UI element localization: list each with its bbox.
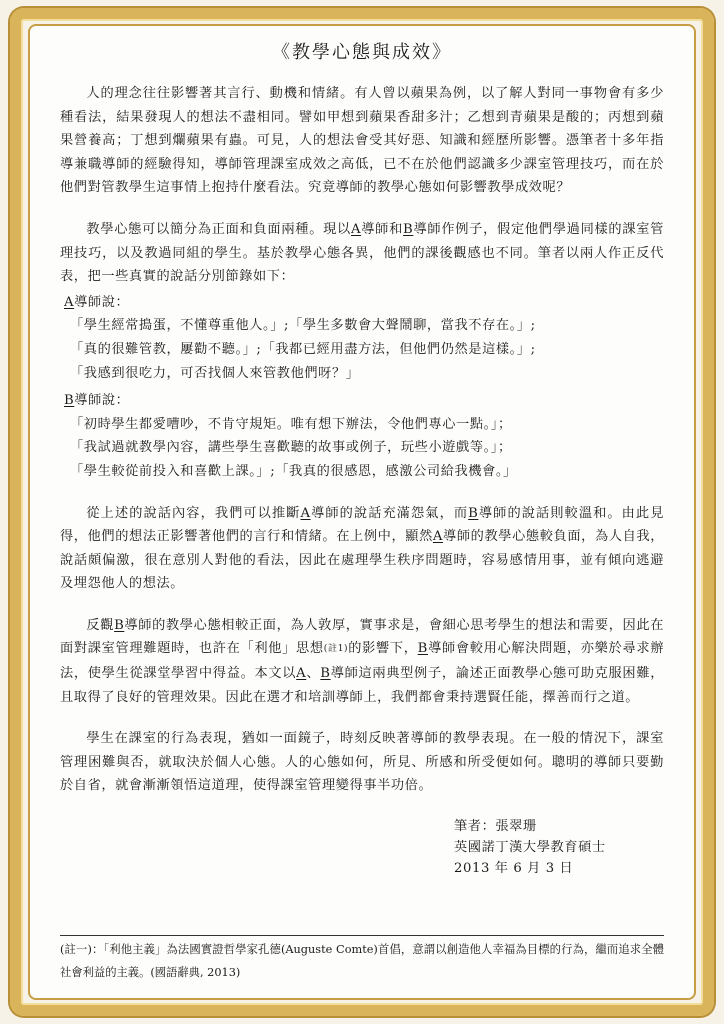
paragraph-2: 教學心態可以簡分為正面和負面兩種。現以A導師和B導師作例子，假定他們學過同樣的課室管理技巧，以及教過同組的學生。基於教學心態各異，他們的課後觀感也不同。筆者以兩人作正反代表，把一些真實的說話分別節錄如下： (60, 221, 664, 285)
signature-block (454, 816, 664, 879)
paragraph-1: 人的理念往往影響著其言行、動機和情緒。有人曾以蘋果為例，以了解人對同一事物會有多少種看法，結果發現人的想法不盡相同。譬如甲想到蘋果香甜多汁；乙想到青蘋果是酸的；丙想到蘋果營養高；丁想到爛蘋果有蟲。可見，人的想法會受其好惡、知識和經歷所影響。憑筆者十多年指導兼職導師的經驗得知，導師管理課室成效之高低，已不在於他們認識多少課室管理技巧，而在於他們對管教學生這事情上抱持什麼看法。究竟導師的教學心態如何影響教學成效呢？ (60, 86, 664, 196)
quote-line: 「學生較從前投入和喜歡上課。」;「我真的很感恩，感激公司給我機會。」 (70, 463, 517, 479)
paragraph-3: 從上述的說話內容，我們可以推斷A導師的說話充滿怨氣，而B導師的說話則較溫和。由此見得，他們的想法正影響著他們的言行和情緒。在上例中，顯然A導師的教學心態較負面，為人自我，說話頗偏激，很在意別人對他的看法，因此在處理學生秩序問題時，容易感情用事，並有傾向逃避及埋怨他人的想法。 (60, 505, 664, 592)
footnote: (註一)：「利他主義」為法國實證哲學家孔德(Auguste Comte)首倡，意謂以創造他人幸福為目標的行為，繼而追求全體社會利益的主義。(國語辭典, 2013) (60, 943, 664, 979)
teacher-a-label: A導師說： (64, 294, 130, 310)
article-date: 2013 年 6 月 3 日 (454, 861, 574, 877)
quote-line: 「我試過就教學內容，講些學生喜歡聽的故事或例子，玩些小遊戲等。」； (70, 440, 512, 456)
teacher-b-label: B導師說： (64, 393, 130, 409)
paragraph-4: 反觀B導師的教學心態相較正面，為人敦厚，實事求是，會細心思考學生的想法和需要，因此在面對課室管理難題時，也許在「利他」思想(註1)的影響下，B導師會較用心解決問題，亦樂於尋求辦法，使學生從課堂學習中得益。本文以A、B導師這兩典型例子，論述正面教學心態可助克服困難，且取得了良好的管理效果。因此在選才和培訓導師上，我們都會秉持選賢任能，擇善而行之道。 (60, 617, 665, 705)
author-name: 筆者：張翠珊 (454, 819, 537, 835)
paragraph-5: 學生在課室的行為表現，猶如一面鏡子，時刻反映著導師的教學表現。在一般的情況下，課室管理困難與否，就取決於個人心態。人的心態如何，所見、所感和所受便如何。聰明的導師只要勤於自省，就會漸漸領悟這道理，使得課室管理變得事半功倍。 (60, 731, 664, 794)
teacher-a-quotes (60, 291, 664, 385)
footnote-marker: (註1) (323, 644, 349, 655)
author-credential: 英國諾丁漢大學教育碩士 (454, 840, 606, 856)
article-body (60, 40, 664, 879)
teacher-a-ref: A (350, 221, 362, 237)
quote-line: 「初時學生都愛嘈吵，不肯守規矩。唯有想下辦法，令他們專心一點。」； (70, 416, 512, 432)
footnote-divider (60, 935, 664, 936)
teacher-b-quotes (60, 389, 664, 483)
quote-line: 「我感到很吃力，可否找個人來管教他們呀？」 (70, 365, 360, 381)
article-title: 《教學心態與成效》 (272, 42, 452, 63)
quote-line: 「真的很難管教，屢勸不聽。」;「我都已經用盡方法，但他們仍然是這樣。」; (70, 341, 536, 357)
teacher-b-ref: B (403, 221, 414, 237)
quote-line: 「學生經常搗蛋，不懂尊重他人。」;「學生多數會大聲鬧聊，當我不存在。」; (70, 318, 536, 334)
